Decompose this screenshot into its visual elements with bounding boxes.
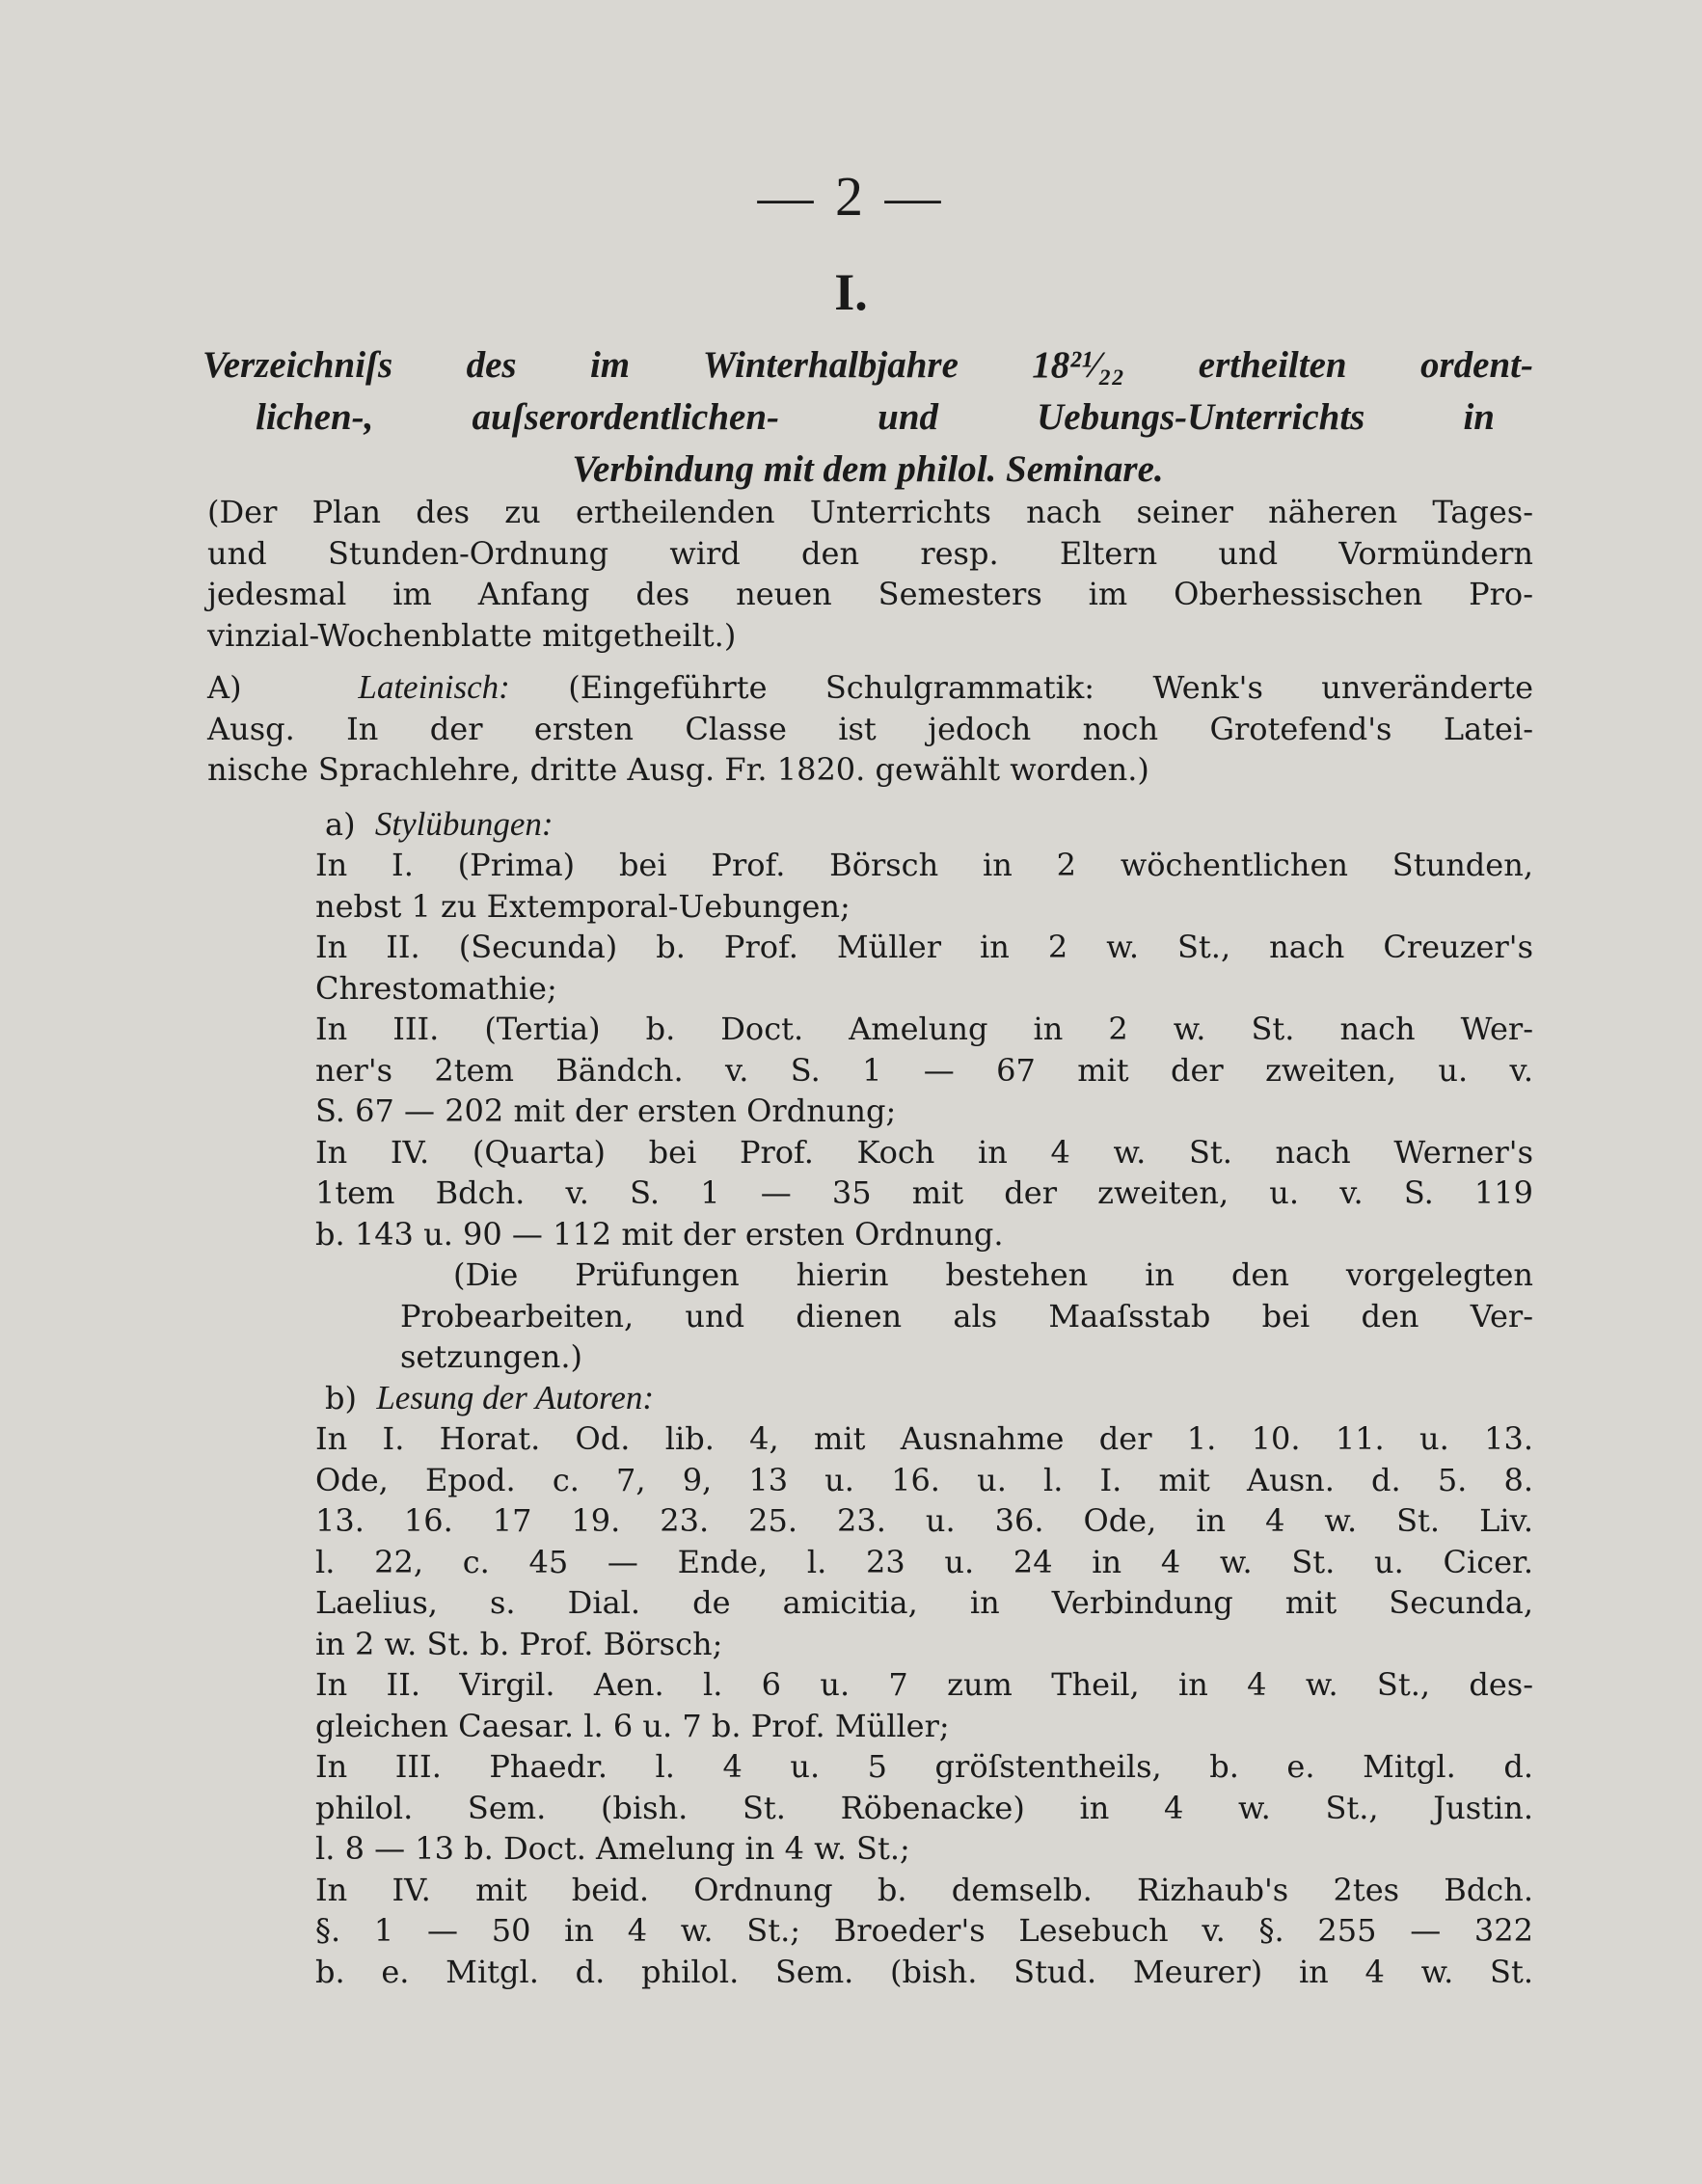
entry-line: 1tem Bdch. v. S. 1 — 35 mit der zweiten, u. v. S. 119 — [315, 1174, 1533, 1211]
title-line-1: Verzeichniſs des im Winterhalbjahre 18²¹⁄₂₂ ertheilten ordent- — [203, 344, 1533, 386]
entry-line: S. 67 — 202 mit der ersten Ordnung; — [315, 1092, 897, 1129]
entry-line: b. e. Mitgl. d. philol. Sem. (bish. Stud. Meurer) in 4 w. St. — [315, 1953, 1533, 1990]
document-body — [207, 492, 1533, 1992]
title-line-2: lichen-, auſserordentlichen- und Uebungs-Unterrichts in — [256, 396, 1495, 438]
section-a-line: (Eingeführte Schulgrammatik: Wenk's unveränderte — [568, 669, 1534, 706]
list-item — [207, 1132, 1533, 1255]
section-title — [203, 339, 1533, 496]
entry-line: Chrestomathie; — [315, 969, 557, 1007]
entry-line: 13. 16. 17 19. 23. 25. 23. u. 36. Ode, in 4 w. St. Liv. — [315, 1502, 1533, 1539]
entry-line: nebst 1 zu Extemporal-Uebungen; — [315, 887, 851, 925]
entry-line: gleichen Caesar. l. 6 u. 7 b. Prof. Müller; — [315, 1707, 950, 1744]
list-item — [207, 845, 1533, 927]
section-numeral: I. — [834, 263, 868, 321]
note-line: jedesmal im Anfang des neuen Semesters im Oberhessischen Pro- — [207, 576, 1533, 612]
entry-line: In III. Phaedr. l. 4 u. 5 gröſstentheils, b. e. Mitgl. d. — [315, 1748, 1533, 1785]
subsection-b-label: b) — [325, 1379, 357, 1416]
section-a-first-line — [207, 667, 1534, 709]
section-a-label: A) — [207, 669, 242, 706]
remark-line: (Die Prüfungen hierin bestehen in den vorgelegten — [453, 1256, 1533, 1293]
list-item — [207, 1870, 1533, 1993]
subsection-a-heading — [207, 804, 1533, 846]
entry-line: In II. (Secunda) b. Prof. Müller in 2 w. St., nach Creuzer's — [315, 929, 1533, 965]
entry-line: In IV. mit beid. Ordnung b. demselb. Rizhaub's 2tes Bdch. — [315, 1871, 1533, 1908]
entry-line: l. 8 — 13 b. Doct. Amelung in 4 w. St.; — [315, 1830, 910, 1867]
entry-line: In IV. (Quarta) bei Prof. Koch in 4 w. St. nach Werner's — [315, 1133, 1533, 1171]
entry-line: In III. (Tertia) b. Doct. Amelung in 2 w. St. nach Wer- — [315, 1011, 1533, 1047]
entry-line: In I. Horat. Od. lib. 4, mit Ausnahme der 1. 10. 11. u. 13. — [315, 1420, 1533, 1457]
remark-line: setzungen.) — [400, 1338, 582, 1375]
entry-line: philol. Sem. (bish. St. Röbenacke) in 4 w. St., Justin. — [315, 1789, 1533, 1826]
section-a-line: Ausg. In der ersten Classe ist jedoch noch Grotefend's Latei- — [207, 710, 1533, 747]
entry-line: l. 22, c. 45 — Ende, l. 23 u. 24 in 4 w. St. u. Cicer. — [315, 1543, 1533, 1580]
list-item — [207, 1746, 1533, 1870]
subsection-b-title: Lesung der Autoren: — [376, 1378, 655, 1416]
entry-line: b. 143 u. 90 — 112 mit der ersten Ordnung. — [315, 1215, 1004, 1253]
plan-note — [207, 492, 1533, 656]
note-line: vinzial-Wochenblatte mitgetheilt.) — [207, 616, 737, 654]
exam-remark — [207, 1254, 1533, 1378]
entry-line: Ode, Epod. c. 7, 9, 13 u. 16. u. l. I. mit Ausn. d. 5. 8. — [315, 1461, 1533, 1498]
section-a-line: nische Sprachlehre, dritte Ausg. Fr. 1820. gewählt worden.) — [207, 751, 1149, 788]
note-line: und Stunden-Ordnung wird den resp. Eltern und Vormündern — [207, 534, 1533, 572]
subsection-a-label: a) — [325, 805, 356, 843]
section-a-latin — [207, 667, 1533, 791]
list-item — [207, 1009, 1533, 1132]
list-item — [207, 1418, 1533, 1664]
remark-line: Probearbeiten, und dienen als Maaſsstab bei den Ver- — [400, 1297, 1533, 1335]
subsection-a-title: Stylübungen: — [374, 804, 554, 843]
list-item — [207, 1664, 1533, 1746]
title-line-3: Verbindung mit dem philol. Seminare. — [572, 448, 1164, 490]
entry-line: In II. Virgil. Aen. l. 6 u. 7 zum Theil, in 4 w. St., des- — [315, 1666, 1533, 1703]
entry-line: In I. (Prima) bei Prof. Börsch in 2 wöchentlichen Stunden, — [315, 847, 1533, 883]
entry-line: §. 1 — 50 in 4 w. St.; Broeder's Lesebuch v. §. 255 — 322 — [315, 1912, 1533, 1949]
page-number: — 2 — — [757, 165, 945, 228]
entry-line: ner's 2tem Bändch. v. S. 1 — 67 mit der zweiten, u. v. — [315, 1051, 1533, 1089]
section-a-heading: Lateinisch: — [358, 668, 510, 706]
note-line: (Der Plan des zu ertheilenden Unterrichts nach seiner näheren Tages- — [207, 494, 1533, 530]
subsection-b-heading — [207, 1378, 1533, 1419]
entry-line: in 2 w. St. b. Prof. Börsch; — [315, 1625, 723, 1662]
entry-line: Laelius, s. Dial. de amicitia, in Verbindung mit Secunda, — [315, 1584, 1533, 1621]
list-item — [207, 927, 1533, 1009]
